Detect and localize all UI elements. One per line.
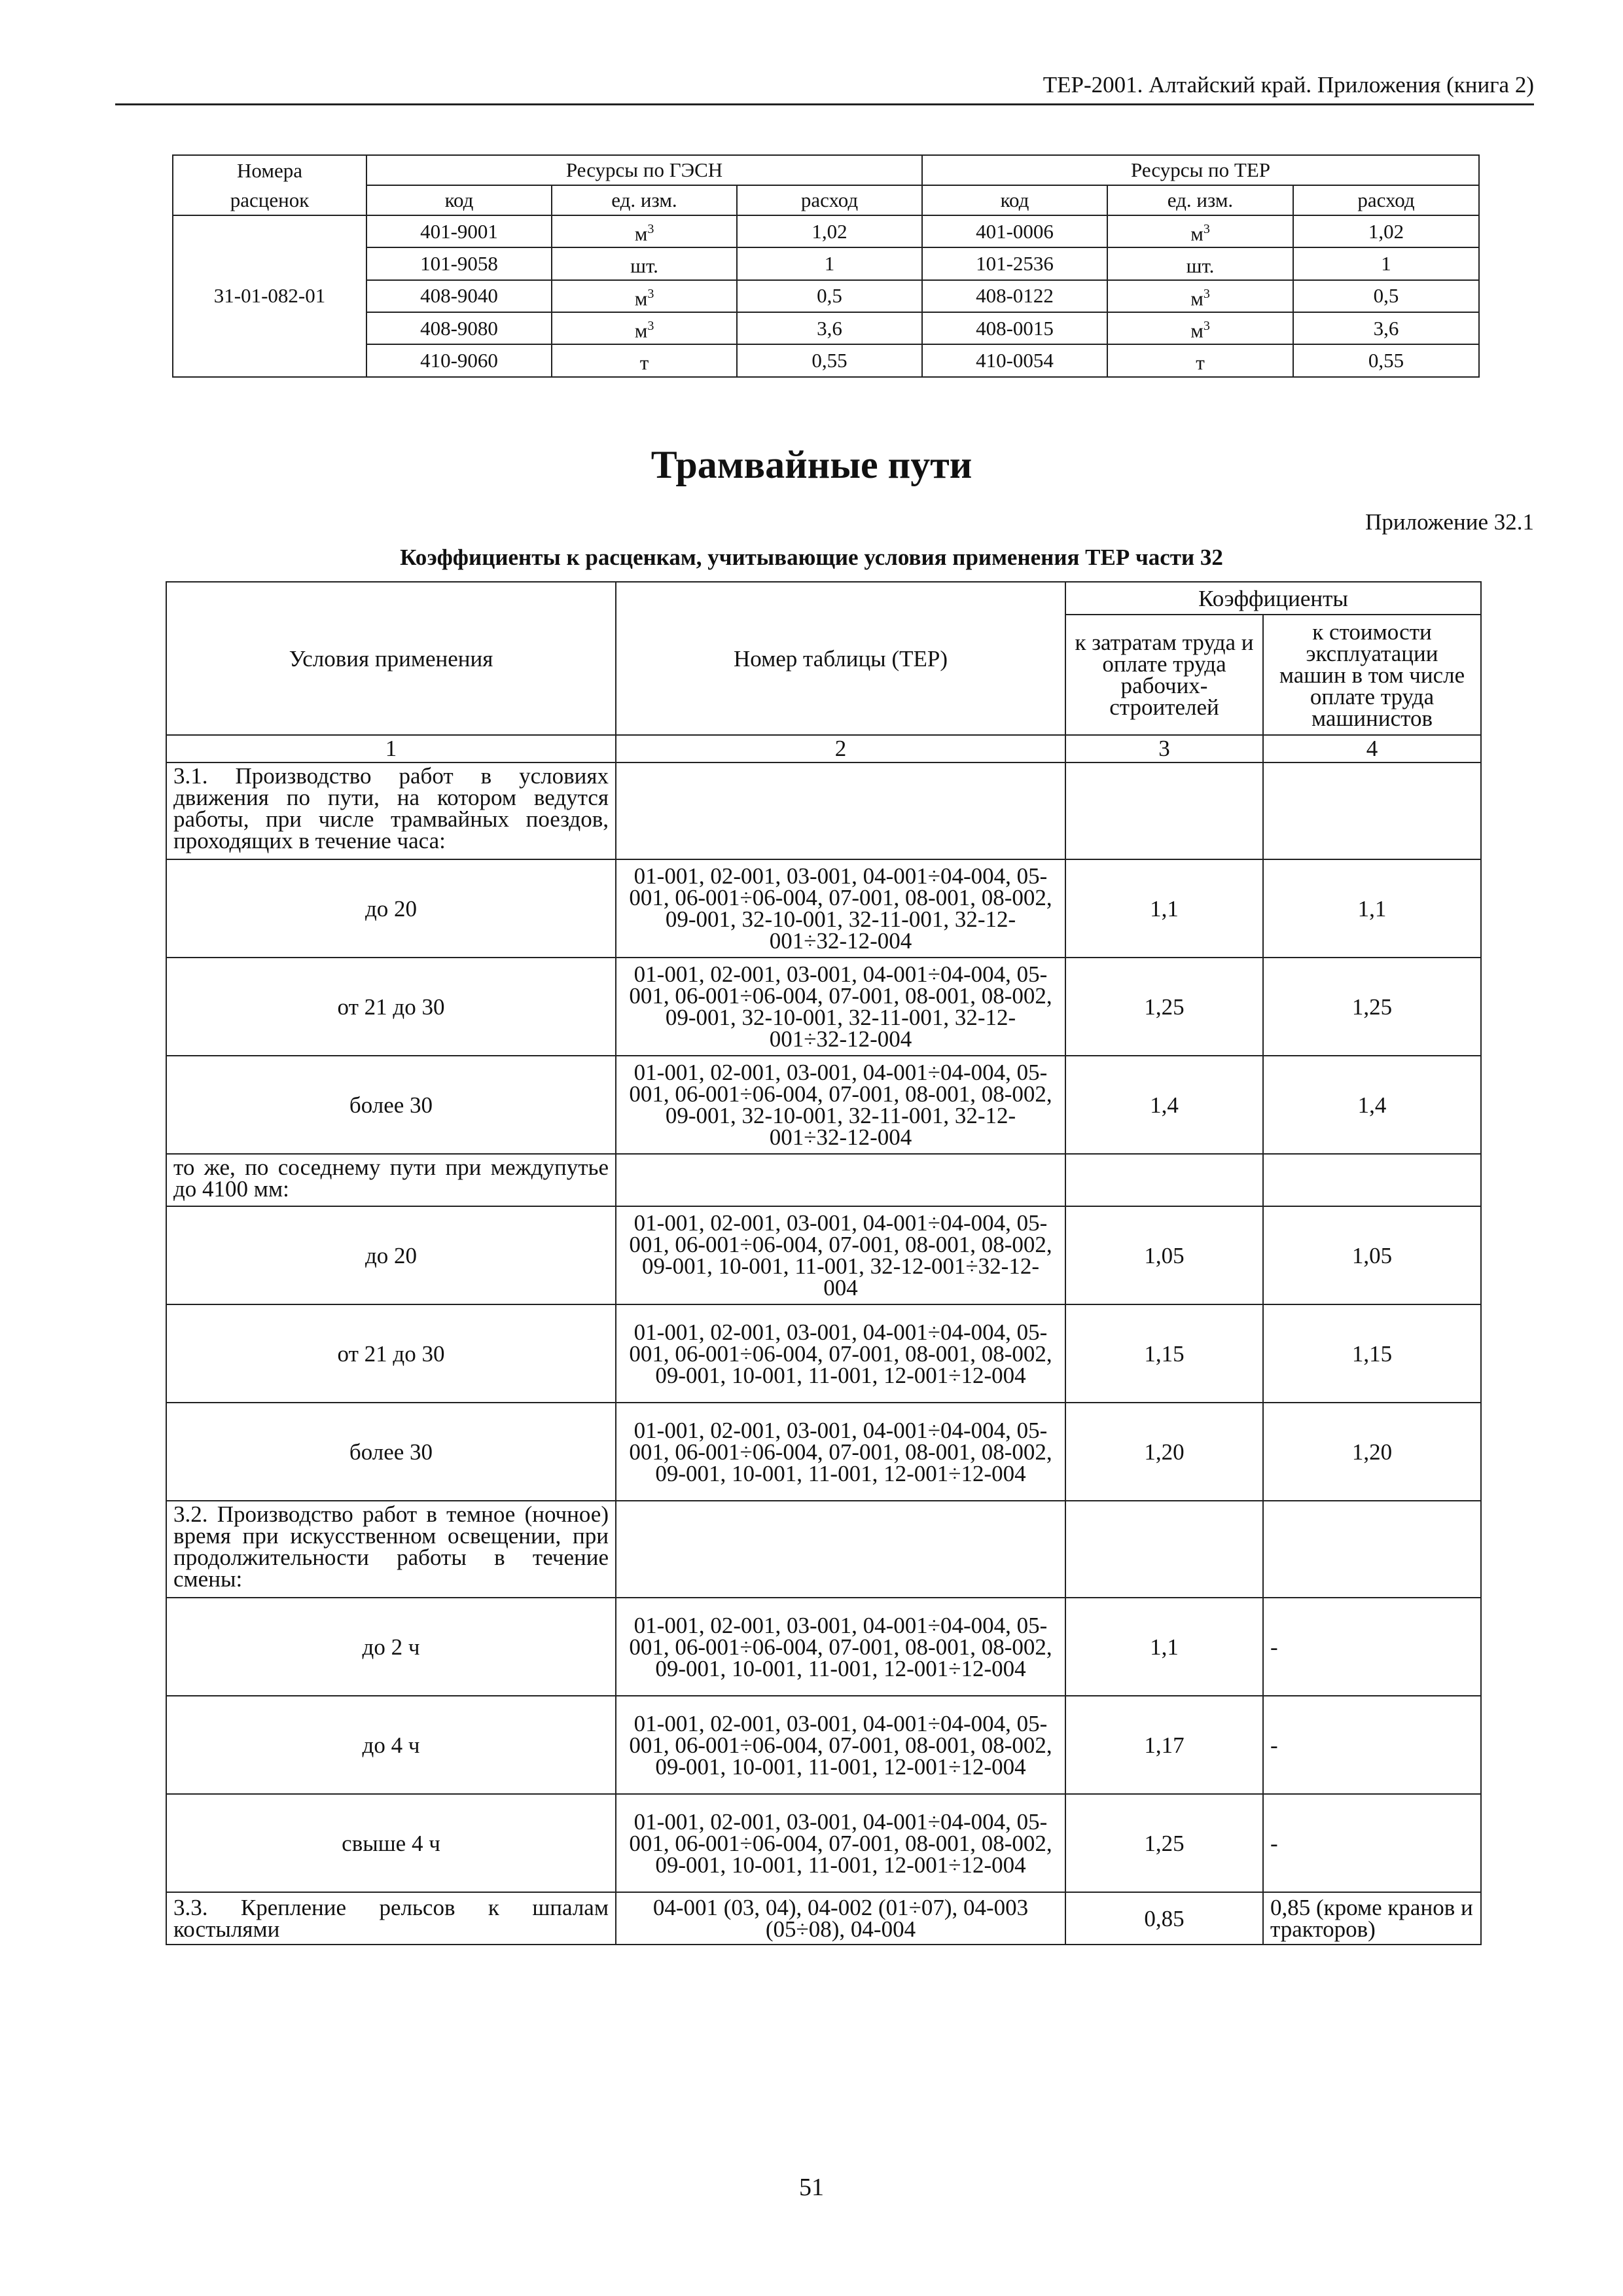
ter-unit-value: м	[1190, 222, 1204, 245]
header-rates-line2: расценок	[173, 185, 366, 215]
gesn-consumption-value: 0,55	[812, 348, 847, 372]
coefficient-row	[166, 1598, 1481, 1696]
table-number-cell: 04-001 (03, 04), 04-002 (01÷07), 04-003 (05÷08), 04-004	[616, 1892, 1065, 1945]
ter-consumption	[1293, 344, 1479, 376]
condition-cell: свыше 4 ч	[166, 1794, 616, 1892]
page-number: 51	[799, 2174, 824, 2201]
machine-coefficient-cell: -	[1263, 1696, 1481, 1794]
condition-cell: от 21 до 30	[166, 958, 616, 1056]
ter-unit-superscript: 3	[1203, 222, 1210, 236]
gesn-unit-superscript: 3	[647, 222, 654, 236]
labor-coefficient-cell	[1065, 1154, 1263, 1206]
gesn-code	[366, 344, 552, 376]
ter-consumption	[1293, 312, 1479, 344]
gesn-unit-value: м	[634, 222, 648, 245]
gesn-unit	[552, 215, 737, 247]
coefficients-table	[166, 581, 1482, 1945]
coefficient-row	[166, 1696, 1481, 1794]
column-number-2: 2	[616, 735, 1065, 762]
ter-unit-value: шт.	[1186, 254, 1215, 278]
header-gesn: Ресурсы по ГЭСН	[366, 155, 922, 185]
gesn-unit-superscript: 3	[647, 286, 654, 301]
header-gesn-unit: ед. изм.	[552, 185, 737, 215]
ter-code-value: 101-2536	[976, 251, 1054, 275]
gesn-unit	[552, 247, 737, 279]
gesn-unit-value: м	[634, 286, 648, 310]
gesn-code	[366, 215, 552, 247]
header-ter-consumption: расход	[1293, 185, 1479, 215]
gesn-unit-value: шт.	[630, 254, 658, 278]
resource-row	[173, 215, 1479, 247]
labor-coefficient-cell: 1,1	[1065, 1598, 1263, 1696]
table-number-cell: 01-001, 02-001, 03-001, 04-001÷04-004, 05-001, 06-001÷06-004, 07-001, 08-001, 08-002, 09-001, 10-001, 11-001, 12-001÷12-004	[616, 1598, 1065, 1696]
table-number-cell	[616, 762, 1065, 859]
ter-unit-superscript: 3	[1203, 318, 1210, 333]
coefficient-row	[166, 1892, 1481, 1945]
ter-unit-value: м	[1190, 286, 1204, 310]
condition-group-row	[166, 1501, 1481, 1598]
ter-unit-value: м	[1190, 319, 1204, 342]
table-number-cell: 01-001, 02-001, 03-001, 04-001÷04-004, 05-001, 06-001÷06-004, 07-001, 08-001, 08-002, 09-001, 10-001, 11-001, 12-001÷12-004	[616, 1403, 1065, 1501]
ter-code-value: 410-0054	[976, 348, 1054, 372]
gesn-consumption-value: 1	[824, 251, 835, 275]
table-number-cell: 01-001, 02-001, 03-001, 04-001÷04-004, 05-001, 06-001÷06-004, 07-001, 08-001, 08-002, 09-001, 32-10-001, 32-11-001, 32-12-001÷32-12-004	[616, 958, 1065, 1056]
condition-cell: более 30	[166, 1403, 616, 1501]
gesn-consumption	[737, 280, 922, 312]
labor-coefficient-cell: 1,20	[1065, 1403, 1263, 1501]
column-number-4: 4	[1263, 735, 1481, 762]
gesn-unit-value: м	[634, 319, 648, 342]
ter-unit	[1107, 280, 1293, 312]
ter-unit	[1107, 215, 1293, 247]
ter-code-value: 408-0122	[976, 284, 1054, 308]
gesn-code	[366, 312, 552, 344]
resource-row	[173, 247, 1479, 279]
labor-coefficient-cell: 1,25	[1065, 1794, 1263, 1892]
column-number-3: 3	[1065, 735, 1263, 762]
gesn-consumption-value: 3,6	[817, 316, 842, 340]
table-caption: Коэффициенты к расценкам, учитывающие условия применения ТЕР части 32	[400, 545, 1223, 570]
gesn-unit	[552, 312, 737, 344]
condition-cell: 3.3. Крепление рельсов к шпалам костылями	[166, 1892, 616, 1945]
condition-cell: до 20	[166, 859, 616, 958]
gesn-unit	[552, 344, 737, 376]
machine-coefficient-cell: 1,05	[1263, 1206, 1481, 1304]
condition-group-row	[166, 1154, 1481, 1206]
section-title: Трамвайные пути	[651, 443, 972, 486]
running-header: ТЕР-2001. Алтайский край. Приложения (книга 2)	[1043, 72, 1534, 98]
labor-coefficient-cell: 1,17	[1065, 1696, 1263, 1794]
table-number-cell: 01-001, 02-001, 03-001, 04-001÷04-004, 05-001, 06-001÷06-004, 07-001, 08-001, 08-002, 09-001, 10-001, 11-001, 12-001÷12-004	[616, 1794, 1065, 1892]
gesn-consumption-value: 1,02	[812, 219, 847, 243]
column-number-1: 1	[166, 735, 616, 762]
condition-cell: 3.1. Производство работ в условиях движения по пути, на котором ведутся работы, при числе трамвайных поездов, проходящих в течение часа:	[166, 762, 616, 859]
gesn-consumption	[737, 215, 922, 247]
machine-coefficient-cell: 1,20	[1263, 1403, 1481, 1501]
condition-cell: от 21 до 30	[166, 1304, 616, 1403]
condition-cell: до 4 ч	[166, 1696, 616, 1794]
coefficient-row	[166, 1794, 1481, 1892]
machine-coefficient-cell	[1263, 762, 1481, 859]
coefficient-row	[166, 1403, 1481, 1501]
ter-unit	[1107, 247, 1293, 279]
ter-unit-value: т	[1196, 351, 1205, 374]
ter-consumption	[1293, 247, 1479, 279]
header-labor-coef: к затратам труда и оплате труда рабочих-строителей	[1065, 615, 1263, 735]
resource-row	[173, 312, 1479, 344]
resource-row	[173, 280, 1479, 312]
gesn-unit-value: т	[639, 351, 649, 374]
ter-consumption-value: 3,6	[1373, 316, 1399, 340]
gesn-code-value: 410-9060	[420, 348, 498, 372]
ter-code	[922, 280, 1107, 312]
header-rule	[115, 103, 1534, 105]
gesn-code	[366, 247, 552, 279]
gesn-code-value: 401-9001	[420, 219, 498, 243]
header-machine-coef: к стоимости эксплуатации машин в том числе оплате труда машинистов	[1263, 615, 1481, 735]
coefficient-row	[166, 1206, 1481, 1304]
machine-coefficient-cell: 0,85 (кроме кранов и тракторов)	[1263, 1892, 1481, 1945]
resource-row	[173, 344, 1479, 376]
ter-consumption	[1293, 280, 1479, 312]
table-number-cell: 01-001, 02-001, 03-001, 04-001÷04-004, 05-001, 06-001÷06-004, 07-001, 08-001, 08-002, 09-001, 32-10-001, 32-11-001, 32-12-001÷32-12-004	[616, 859, 1065, 958]
ter-code-value: 408-0015	[976, 316, 1054, 340]
ter-code	[922, 344, 1107, 376]
ter-code	[922, 247, 1107, 279]
ter-code-value: 401-0006	[976, 219, 1054, 243]
labor-coefficient-cell	[1065, 762, 1263, 859]
ter-code	[922, 312, 1107, 344]
condition-cell: более 30	[166, 1056, 616, 1154]
ter-consumption-value: 1,02	[1368, 219, 1404, 243]
table-number-cell: 01-001, 02-001, 03-001, 04-001÷04-004, 05-001, 06-001÷06-004, 07-001, 08-001, 08-002, 09-001, 10-001, 11-001, 12-001÷12-004	[616, 1304, 1065, 1403]
header-table-number: Номер таблицы (ТЕР)	[616, 582, 1065, 735]
header-gesn-code: код	[366, 185, 552, 215]
resources-table	[172, 154, 1480, 378]
gesn-code-value: 408-9040	[420, 284, 498, 308]
gesn-code	[366, 280, 552, 312]
machine-coefficient-cell: -	[1263, 1598, 1481, 1696]
labor-coefficient-cell	[1065, 1501, 1263, 1598]
header-ter: Ресурсы по ТЕР	[922, 155, 1479, 185]
header-coefficients: Коэффициенты	[1065, 582, 1481, 615]
gesn-consumption-value: 0,5	[817, 284, 842, 308]
labor-coefficient-cell: 1,05	[1065, 1206, 1263, 1304]
ter-unit	[1107, 312, 1293, 344]
table-number-cell: 01-001, 02-001, 03-001, 04-001÷04-004, 05-001, 06-001÷06-004, 07-001, 08-001, 08-002, 09-001, 10-001, 11-001, 32-12-001÷32-12-004	[616, 1206, 1065, 1304]
machine-coefficient-cell: 1,1	[1263, 859, 1481, 958]
condition-cell: до 20	[166, 1206, 616, 1304]
labor-coefficient-cell: 1,15	[1065, 1304, 1263, 1403]
machine-coefficient-cell	[1263, 1154, 1481, 1206]
table-number-cell: 01-001, 02-001, 03-001, 04-001÷04-004, 05-001, 06-001÷06-004, 07-001, 08-001, 08-002, 09-001, 32-10-001, 32-11-001, 32-12-001÷32-12-004	[616, 1056, 1065, 1154]
gesn-code-value: 408-9080	[420, 316, 498, 340]
ter-consumption-value: 0,55	[1368, 348, 1404, 372]
ter-consumption-value: 1	[1381, 251, 1391, 275]
machine-coefficient-cell: -	[1263, 1794, 1481, 1892]
gesn-consumption	[737, 247, 922, 279]
condition-cell: 3.2. Производство работ в темное (ночное) время при искусственном освещении, при продолжительности работы в течение смены:	[166, 1501, 616, 1598]
condition-cell: то же, по соседнему пути при междупутье до 4100 мм:	[166, 1154, 616, 1206]
coefficient-row	[166, 1056, 1481, 1154]
header-ter-code: код	[922, 185, 1107, 215]
condition-group-row	[166, 762, 1481, 859]
gesn-consumption	[737, 312, 922, 344]
labor-coefficient-cell: 1,25	[1065, 958, 1263, 1056]
table-number-cell: 01-001, 02-001, 03-001, 04-001÷04-004, 05-001, 06-001÷06-004, 07-001, 08-001, 08-002, 09-001, 10-001, 11-001, 12-001÷12-004	[616, 1696, 1065, 1794]
gesn-unit-superscript: 3	[647, 318, 654, 333]
ter-code	[922, 215, 1107, 247]
table-number-cell	[616, 1501, 1065, 1598]
header-conditions: Условия применения	[166, 582, 616, 735]
gesn-unit	[552, 280, 737, 312]
rate-number: 31-01-082-01	[173, 215, 366, 377]
labor-coefficient-cell: 1,4	[1065, 1056, 1263, 1154]
labor-coefficient-cell: 1,1	[1065, 859, 1263, 958]
ter-unit	[1107, 344, 1293, 376]
machine-coefficient-cell	[1263, 1501, 1481, 1598]
table-number-cell	[616, 1154, 1065, 1206]
appendix-label: Приложение 32.1	[1365, 509, 1534, 535]
header-ter-unit: ед. изм.	[1107, 185, 1293, 215]
labor-coefficient-cell: 0,85	[1065, 1892, 1263, 1945]
header-gesn-consumption: расход	[737, 185, 922, 215]
gesn-code-value: 101-9058	[420, 251, 498, 275]
ter-unit-superscript: 3	[1203, 286, 1210, 301]
header-rates-line1: Номера	[173, 155, 366, 185]
machine-coefficient-cell: 1,4	[1263, 1056, 1481, 1154]
condition-cell: до 2 ч	[166, 1598, 616, 1696]
coefficient-row	[166, 1304, 1481, 1403]
coefficient-row	[166, 859, 1481, 958]
machine-coefficient-cell: 1,25	[1263, 958, 1481, 1056]
coefficient-row	[166, 958, 1481, 1056]
ter-consumption-value: 0,5	[1373, 284, 1399, 308]
ter-consumption	[1293, 215, 1479, 247]
machine-coefficient-cell: 1,15	[1263, 1304, 1481, 1403]
gesn-consumption	[737, 344, 922, 376]
